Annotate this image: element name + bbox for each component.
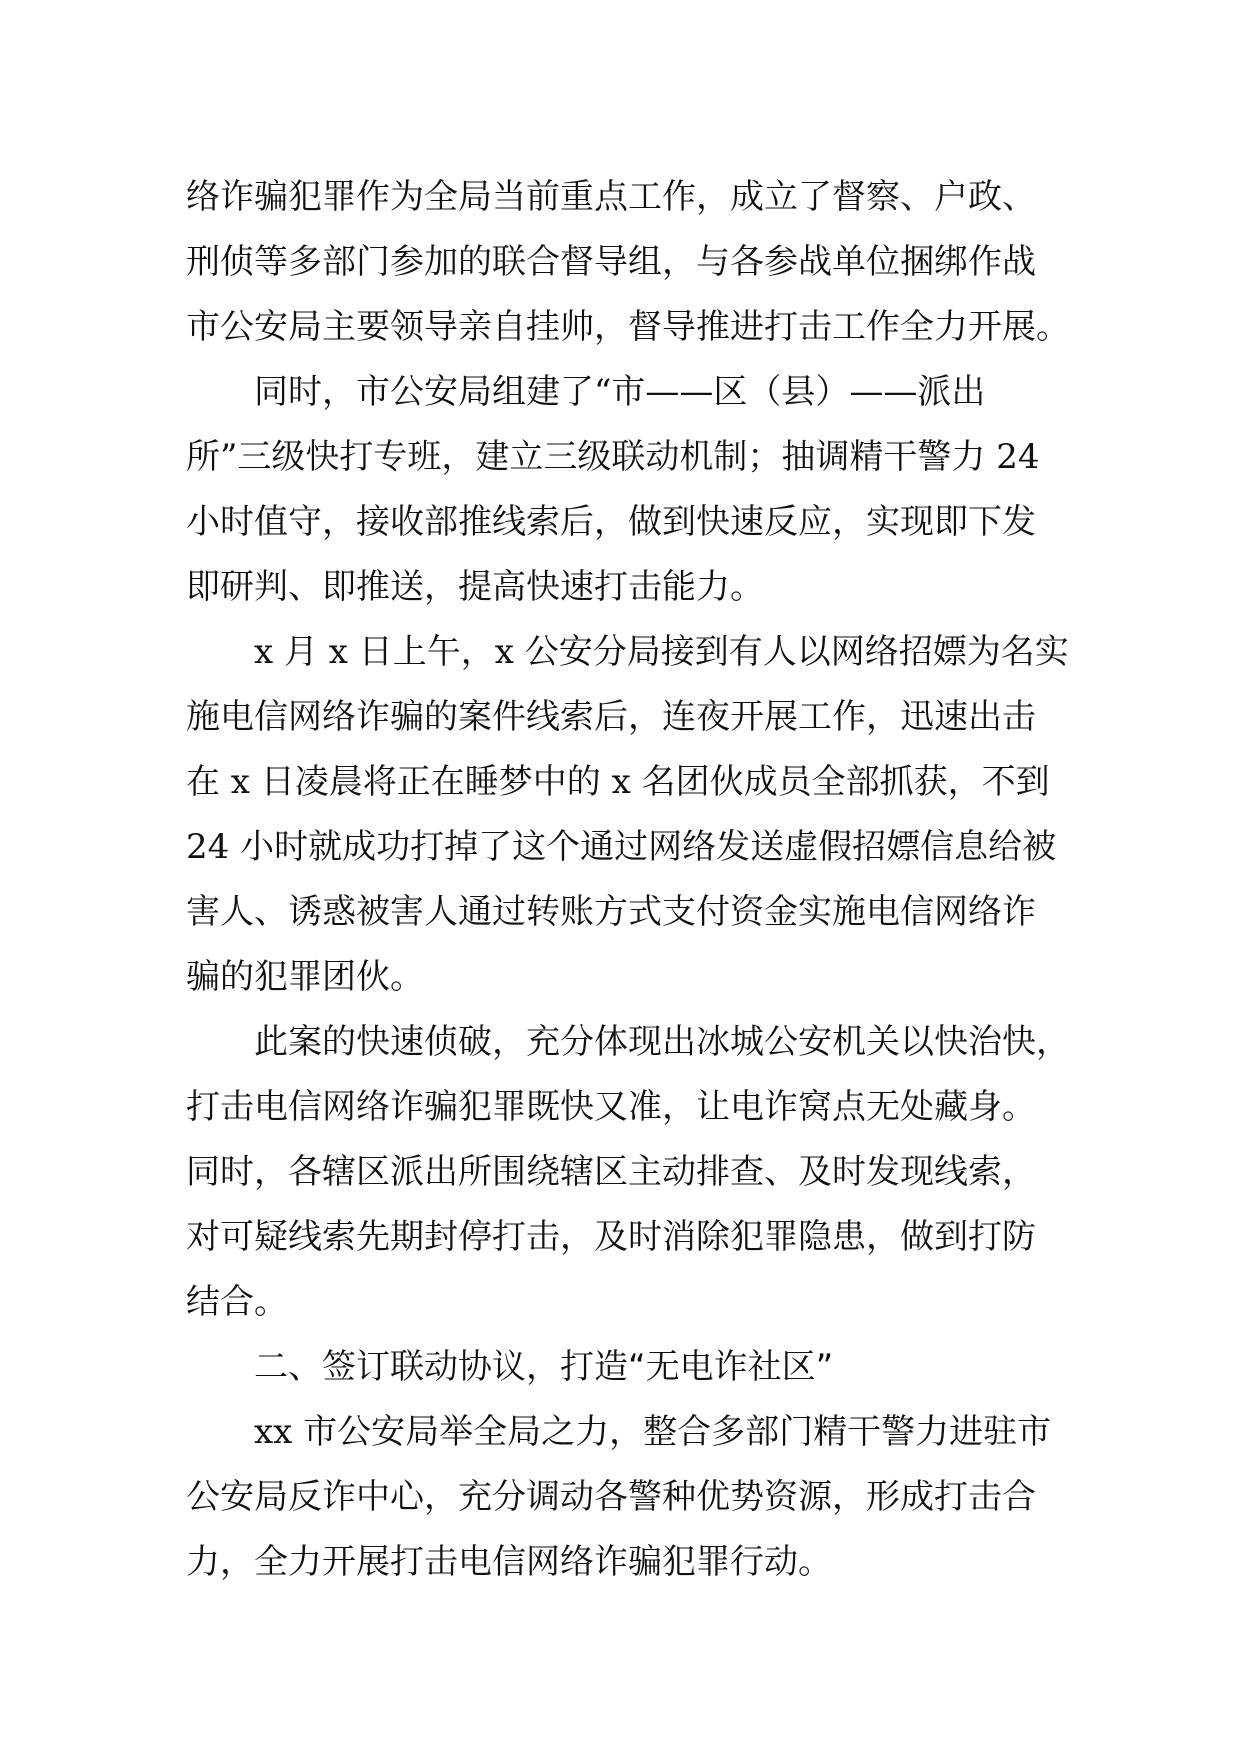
paragraph-2-line-2: 所”三级快打专班，建立三级联动机制；抽调精干警力 24 <box>186 437 1040 477</box>
paragraph-4-line-5: 结合。 <box>186 1282 288 1322</box>
document-body <box>186 165 1076 1595</box>
paragraph-5 <box>186 1400 1076 1595</box>
paragraph-4-line-3: 同时，各辖区派出所围绕辖区主动排查、及时发现线索， <box>186 1152 1036 1192</box>
paragraph-2 <box>186 360 1076 620</box>
paragraph-2-line-4: 即研判、即推送，提高快速打击能力。 <box>186 567 764 607</box>
paragraph-1 <box>186 165 1076 360</box>
paragraph-5-line-1: xx 市公安局举全局之力，整合多部门精干警力进驻市 <box>254 1412 1052 1452</box>
paragraph-3-line-6: 骗的犯罪团伙。 <box>186 957 424 997</box>
paragraph-5-line-3: 力，全力开展打击电信网络诈骗犯罪行动。 <box>186 1542 832 1582</box>
section-heading-2 <box>186 1335 1076 1400</box>
paragraph-1-line-3: 市公安局主要领导亲自挂帅，督导推进打击工作全力开展。 <box>186 307 1070 347</box>
paragraph-3-line-5: 害人、诱惑被害人通过转账方式支付资金实施电信网络诈 <box>186 892 1036 932</box>
paragraph-5-line-2: 公安局反诈中心，充分调动各警种优势资源，形成打击合 <box>186 1477 1036 1517</box>
paragraph-3-line-2: 施电信网络诈骗的案件线索后，连夜开展工作，迅速出击 <box>186 697 1036 737</box>
paragraph-3-line-4: 24 小时就成功打掉了这个通过网络发送虚假招嫖信息给被 <box>186 827 1057 867</box>
paragraph-4-line-1: 此案的快速侦破，充分体现出冰城公安机关以快治快， <box>254 1022 1070 1062</box>
paragraph-4 <box>186 1010 1076 1335</box>
paragraph-2-line-3: 小时值守，接收部推线索后，做到快速反应，实现即下发 <box>186 502 1036 542</box>
paragraph-3-line-3: 在 x 日凌晨将正在睡梦中的 x 名团伙成员全部抓获，不到 <box>186 762 1050 802</box>
paragraph-4-line-2: 打击电信网络诈骗犯罪既快又准，让电诈窝点无处藏身。 <box>186 1087 1036 1127</box>
paragraph-3 <box>186 620 1076 1010</box>
paragraph-2-line-1: 同时，市公安局组建了“市——区（县）——派出 <box>254 372 986 412</box>
section-heading-2-text: 二、签订联动协议，打造“无电诈社区” <box>254 1347 834 1387</box>
paragraph-1-line-1: 络诈骗犯罪作为全局当前重点工作，成立了督察、户政、 <box>186 177 1036 217</box>
paragraph-3-line-1: x 月 x 日上午，x 公安分局接到有人以网络招嫖为名实 <box>254 632 1069 672</box>
paragraph-1-line-2: 刑侦等多部门参加的联合督导组，与各参战单位捆绑作战 <box>186 242 1036 282</box>
paragraph-4-line-4: 对可疑线索先期封停打击，及时消除犯罪隐患，做到打防 <box>186 1217 1036 1257</box>
